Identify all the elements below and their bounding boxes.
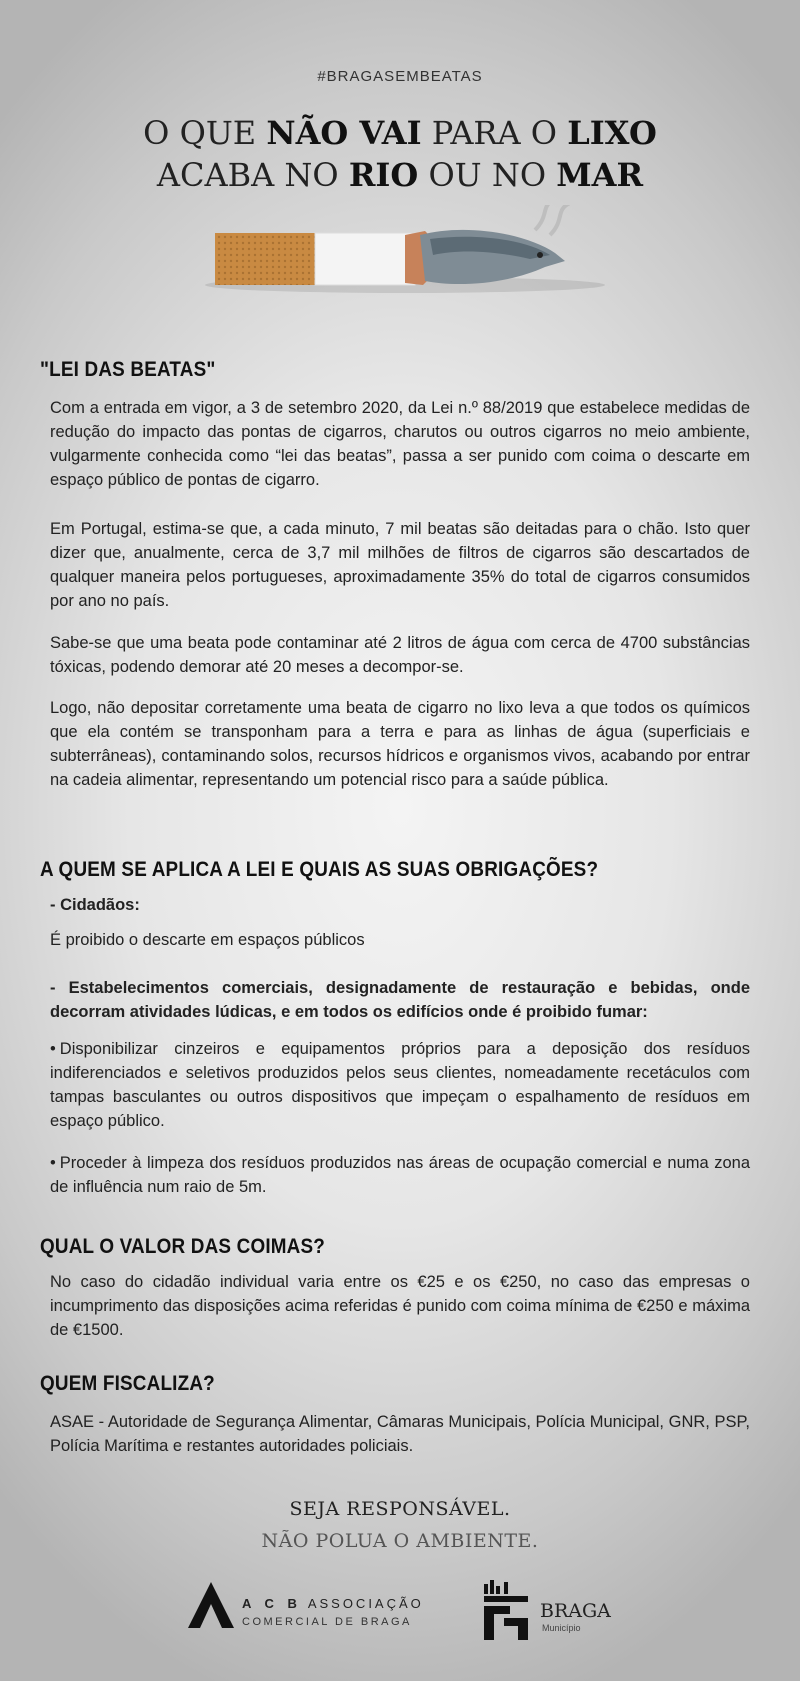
obligation-bullet-2: • Proceder à limpeza dos resíduos produzidos nas áreas de ocupação comercial e numa zona de influência num raio de 5m. [50, 1151, 750, 1199]
section-title-quem-aplica: A QUEM SE APLICA A LEI E QUAIS AS SUAS OBRIGAÇÕES? [40, 858, 599, 881]
headline [0, 112, 800, 196]
paragraph-lei-4: Logo, não depositar corretamente uma beata de cigarro no lixo leva a que todos os químicos que ela contém se transponham para a terra e para as linhas de água (superficiais e subterrâneas), contaminando solos, recursos hídricos e organismos vivos, acabando por entrar na cadeia alimentar, representando um potencial risco para a saúde pública. [50, 699, 750, 789]
braga-municipio-logo [480, 1578, 620, 1643]
acb-triangle-icon [186, 1580, 236, 1630]
acb-logo [186, 1580, 446, 1640]
braga-name: BRAGA [540, 1600, 611, 1622]
section-title-lei: "LEI DAS BEATAS" [40, 358, 216, 381]
obligation-bullet-1: • Disponibilizar cinzeiros e equipamentos próprios para a deposição dos resíduos indiferenciados e seletivos produzidos pelos seus clientes, nomeadamente recetáculos com tampas basculantes ou outros dispositivos que impeçam o espalhamento de resíduos em espaço público. [50, 1037, 750, 1133]
acb-subtitle: COMERCIAL DE BRAGA [242, 1616, 412, 1628]
braga-emblem-icon [480, 1578, 535, 1643]
headline-line-1: O QUE NÃO VAI PARA O LIXO [143, 114, 657, 152]
section-title-coimas: QUAL O VALOR DAS COIMAS? [40, 1235, 326, 1258]
coimas-text: No caso do cidadão individual varia entre os €25 e os €250, no caso das empresas o incumprimento das disposições acima referidas é punido com coima mínima de €250 e máxima de €1500. [50, 1273, 750, 1339]
hashtag: #BRAGASEMBEATAS [317, 68, 483, 85]
paragraph-lei-3: Sabe-se que uma beata pode contaminar até 2 litros de água com cerca de 4700 substâncias tóxicas, podendo demorar até 20 meses a decompor-se. [50, 634, 750, 676]
section-title-fiscaliza: QUEM FISCALIZA? [40, 1372, 215, 1395]
cigarette-fish-illustration [205, 205, 625, 315]
paragraph-lei-2: Em Portugal, estima-se que, a cada minuto, 7 mil beatas são deitadas para o chão. Isto quer dizer que, anualmente, cerca de 3,7 mil milhões de filtros de cigarros são descartados de qualquer maneira pelos portugueses, aproximadamente 35% do total de cigarros consumidos por ano no país. [50, 520, 750, 610]
estabelecimentos-label: - Estabelecimentos comerciais, designadamente de restauração e bebidas, onde decorram atividades lúdicas, e em todos os edifícios onde é proibido fumar: [50, 979, 750, 1021]
cidadaos-text: É proibido o descarte em espaços públicos [50, 931, 365, 949]
municipio-label: Município [542, 1623, 581, 1633]
paragraph-lei-1: Com a entrada em vigor, a 3 de setembro 2020, da Lei n.º 88/2019 que estabelece medidas de redução do impacto das pontas de cigarros, charutos ou outros cigarros no meio ambiente, vulgarmente conhecida como “lei das beatas”, passa a ser punido com coima o descarte em espaço público de pontas de cigarro. [50, 399, 750, 489]
acb-name: A C B ASSOCIAÇÃO [242, 1596, 424, 1611]
fiscaliza-text: ASAE - Autoridade de Segurança Alimentar, Câmaras Municipais, Polícia Municipal, GNR, PSP, Polícia Marítima e restantes autoridades policiais. [50, 1413, 750, 1455]
closing-line-1: SEJA RESPONSÁVEL. [289, 1498, 511, 1520]
headline-line-2: ACABA NO RIO OU NO MAR [156, 156, 644, 194]
cidadaos-label: - Cidadãos: [50, 896, 140, 914]
closing-line-2: NÃO POLUA O AMBIENTE. [261, 1530, 539, 1552]
